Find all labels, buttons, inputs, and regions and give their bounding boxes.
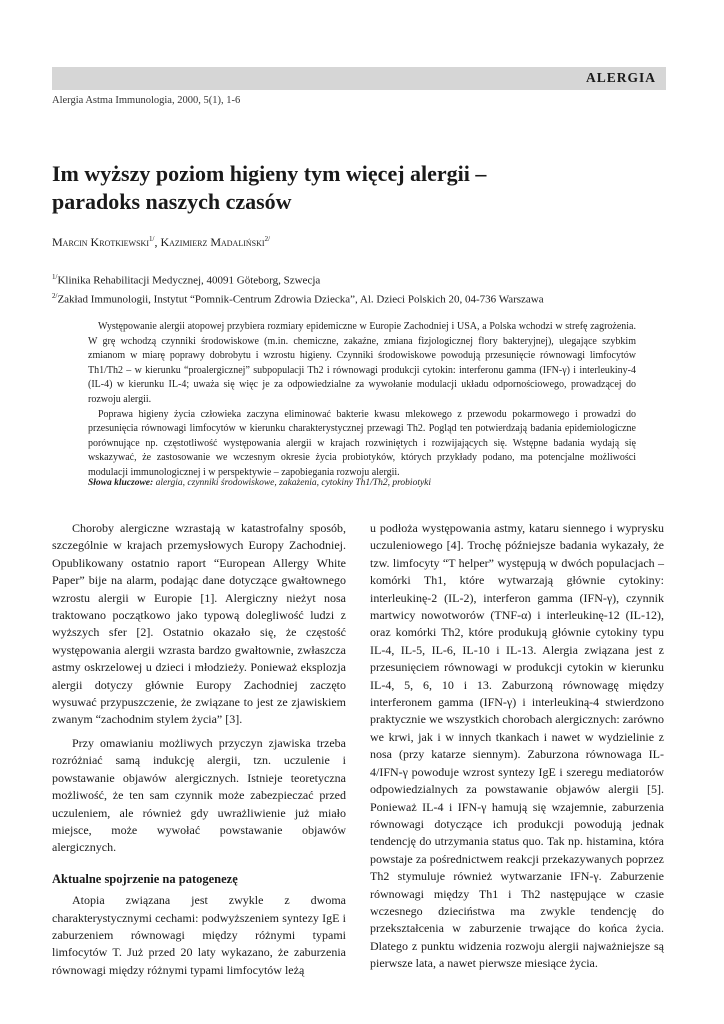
authors	[52, 235, 270, 250]
author-2-affil: 2/	[264, 235, 271, 243]
keywords	[88, 478, 636, 488]
section-heading: Aktualne spojrzenie na patogenezę	[52, 871, 238, 886]
affiliation-2-text: Zakład Immunologii, Instytut “Pomnik-Centrum Zdrowia Dziecka”, Al. Dzieci Polskich 20, 04-736 Warszawa	[57, 293, 544, 306]
body-paragraph: Choroby alergiczne wzrastają w katastrofalny sposób, szczególnie w krajach przemysłowych Europy Zachodniej. Opublikowany ostatnio raport “European Allergy White Paper” bije na alarm, podając dane dotyczące gwałtownego wzrostu alergii w Europie [1]. Alergiczny nieżyt nosa traktowano początkowo jako typową dolegliwość ludzi z wyższych sfer [2]. Ostatnio okazało się, że częstość występowania alergii wzrasta bardzo gwałtownie, zwłaszcza astmy oskrzelowej u dzieci i młodzieży. Ponieważ eksplozja alergii dotyczy głównie Europy Zachodniej zaczęto wysuwać przypuszczenie, że związane to jest ze zjawiskiem zwanym “zachodnim stylem życia” [3].	[52, 521, 346, 727]
affiliation-2	[52, 289, 672, 308]
affiliation-1-mark: 1/	[52, 273, 58, 281]
section-banner	[52, 67, 666, 90]
journal-reference: Alergia Astma Immunologia, 2000, 5(1), 1-6	[52, 95, 241, 106]
affiliation-1-text: Klinika Rehabilitacji Medycznej, 40091 Göteborg, Szwecja	[57, 274, 321, 287]
section-label: ALERGIA	[585, 70, 656, 85]
body-paragraph: u podłoża występowania astmy, kataru siennego i wyprysku uczuleniowego [4]. Trochę późniejsze badania wykazały, że tzw. limfocyty “T helper” występują w dwóch populacjach – komórki Th1, które wytwarzają głównie cytokiny: interleukinę-2 (IL-2), interferon gamma (IFN-γ), czynnik martwicy nowotworów (TNF-α) i interleukinę-12 (IL-12), oraz komórki Th2, które produkują głównie cytokiny typu IL-4, IL-5, IL-6, IL-10 i IL-13. Alergia związana jest z przesunięciem równowagi w produkcji cytokin w kierunku IL-4, 5, 6, 10 i 13. Zaburzoną równowagę między interferonem gamma (IFN-γ) i interleukiną-4 stwierdzono praktycznie we wszystkich chorobach alergicznych: zarówno we krwi, jak i w innych tkankach i nawet w wydzielinie z nosa (przy katarze siennym). Zaburzona równowaga IL-4/IFN-γ powoduje wzrost syntezy IgE i szeregu mediatorów odpowiedzialnych za powstawanie objawów alergii [5]. Ponieważ IL-4 i IFN-γ hamują się wzajemnie, zaburzenia równowagi dotyczące ich produkcji powodują jednak tendencję do utrzymania status quo. Tak np. histamina, która powstaje za pośrednictwem reakcji przekazywanych poprzez Th2 stymuluje również wytwarzanie IFN-γ. Zaburzenie równowagi między Th1 i Th2 następujące w czasie wczesnego dzieciństwa ma zwykle tendencję do przekształcenia w zaburzenie trwające do końca życia. Dlatego z punktu widzenia rozwoju alergii najważniejsze są pierwsze lata, a nawet pierwsze miesiące życia.	[370, 521, 664, 971]
title-line-1: Im wyższy poziom higieny tym więcej alergii –	[52, 161, 487, 186]
author-1: Marcin Krotkiewski	[52, 235, 149, 249]
body-column-left	[52, 520, 346, 979]
abstract-paragraph-1: Występowanie alergii atopowej przybiera rozmiary epidemiczne w Europie Zachodniej i USA, a Polska wchodzi w strefę zagrożenia. W grę wchodzą czynniki środowiskowe (m.in. chemiczne, zakaźne, zmiana fizjologicznej flory bakteryjnej), ulegające szybkim zmianom w miarę poprawy dobrobytu i wzrostu higieny. Czynniki środowiskowe powodują przesunięcie równowagi limfocytów Th1/Th2 – w kierunku “proalergicznej” subpopulacji Th2 i równowagi produkcji cytokin: interferonu gamma (IFN-γ) i interleukiny-4 (IL-4) w kierunku IL-4; uważa się więc je za odpowiedzialne za wywołanie modulacji układu odpornościowego, prowadzącej do rozwoju alergii.	[88, 321, 636, 405]
author-2: Kazimierz Madaliński	[160, 235, 265, 249]
abstract-paragraph-2: Poprawa higieny życia człowieka zaczyna eliminować bakterie kwasu mlekowego z przewodu pokarmowego i prowadzi do przesunięcia równowagi limfocytów w kierunku charakterystycznej przewagi Th2. Pogląd ten potwierdzają badania epidemiologiczne porównujące np. częstotliwość występowania alergii w krajach rozwiniętych i rozwijających się. Wstępne badania wydają się wskazywać, że zastosowanie we wczesnym okresie życia probiotyków, których przykłady podano, ma potencjalne możliwości modulacji immunologicznej i w perspektywie – zapobiegania rozwoju alergii.	[88, 408, 636, 478]
abstract	[88, 320, 636, 481]
keywords-label: Słowa kluczowe:	[88, 478, 154, 488]
affiliation-1	[52, 270, 672, 289]
body-paragraph: Przy omawianiu możliwych przyczyn zjawiska trzeba rozróżniać samą indukcję alergii, tzn. uczulenie i powstawanie objawów alergicznych. Istnieje teoretyczna możliwość, że ten sam czynnik może zabezpieczać przed uczuleniem, ale również gdy uwrażliwienie już miało miejsce, może wywołać powstawanie objawów alergicznych.	[52, 735, 346, 855]
body-paragraph: Atopia związana jest zwykle z dwoma charakterystycznymi cechami: podwyższeniem syntezy IgE i zaburzeniem równowagi między różnymi typami limfocytów T. Już przed 20 laty wykazano, że zaburzenia równowagi między różnymi typami limfocytów leżą	[52, 893, 346, 977]
body-column-right	[370, 520, 664, 973]
affiliations	[52, 270, 672, 308]
article-title	[52, 160, 672, 216]
author-separator: ,	[154, 235, 161, 249]
title-line-2: paradoks naszych czasów	[52, 189, 292, 214]
keywords-list: alergia, czynniki środowiskowe, zakażenia, cytokiny Th1/Th2, probiotyki	[153, 478, 432, 488]
author-1-affil: 1/	[149, 235, 155, 243]
affiliation-2-mark: 2/	[52, 292, 58, 301]
